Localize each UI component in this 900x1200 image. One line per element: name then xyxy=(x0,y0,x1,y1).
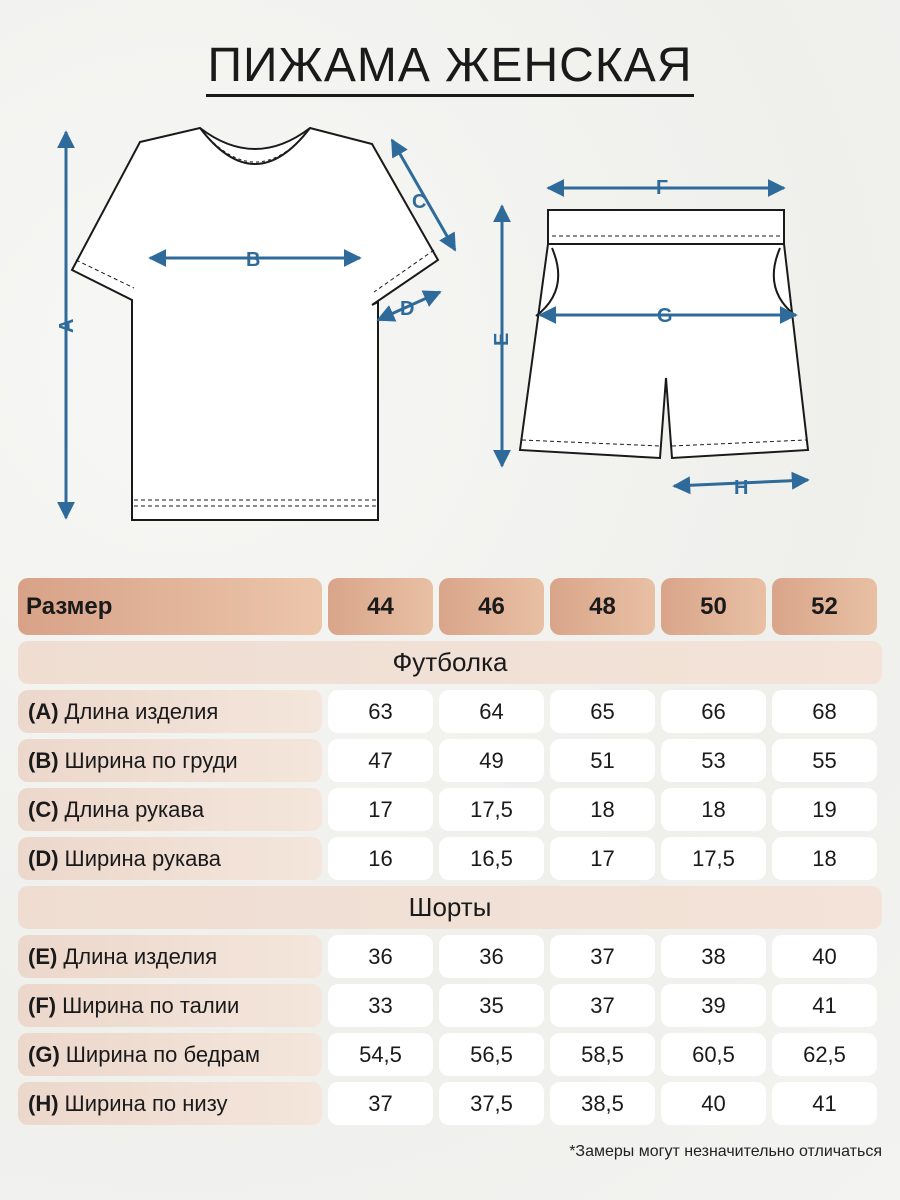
measurement-value: 16,5 xyxy=(439,837,544,880)
measurement-value: 66 xyxy=(661,690,766,733)
measurement-name: Длина изделия xyxy=(63,943,218,969)
measurement-label xyxy=(18,788,322,831)
measurement-value: 16 xyxy=(328,837,433,880)
measurement-label xyxy=(18,690,322,733)
measurement-value: 17,5 xyxy=(661,837,766,880)
measurement-value: 62,5 xyxy=(772,1033,877,1076)
measurement-value: 17 xyxy=(550,837,655,880)
size-table xyxy=(18,578,882,1131)
dim-label-g: G xyxy=(657,305,673,327)
measurement-label xyxy=(18,1033,322,1076)
measurement-label xyxy=(18,837,322,880)
measurement-code: (G) xyxy=(28,1041,60,1067)
measurement-label xyxy=(18,739,322,782)
dim-label-a: A xyxy=(56,318,78,333)
measurement-value: 37 xyxy=(550,935,655,978)
section-title: Футболка xyxy=(18,641,882,684)
measurement-code: (H) xyxy=(28,1090,59,1116)
table-row xyxy=(18,1033,882,1076)
size-52: 52 xyxy=(772,578,877,635)
dim-label-c: C xyxy=(412,191,427,213)
measurement-value: 18 xyxy=(661,788,766,831)
measurement-value: 33 xyxy=(328,984,433,1027)
measurement-value: 37 xyxy=(328,1082,433,1125)
table-row xyxy=(18,935,882,978)
section-title: Шорты xyxy=(18,886,882,929)
table-sections xyxy=(18,641,882,1125)
measurement-name: Длина рукава xyxy=(64,796,205,822)
measurement-value: 54,5 xyxy=(328,1033,433,1076)
dim-label-e: E xyxy=(491,332,513,346)
measurement-value: 37,5 xyxy=(439,1082,544,1125)
garment-illustration xyxy=(0,110,900,540)
measurement-value: 17 xyxy=(328,788,433,831)
shorts-drawing xyxy=(520,210,808,458)
measurement-value: 65 xyxy=(550,690,655,733)
measurement-name: Длина изделия xyxy=(64,698,219,724)
dim-label-b: B xyxy=(246,249,261,271)
measurement-value: 51 xyxy=(550,739,655,782)
size-header-label: Размер xyxy=(18,578,322,635)
measurement-value: 35 xyxy=(439,984,544,1027)
measurement-value: 40 xyxy=(661,1082,766,1125)
page-title: ПИЖАМА ЖЕНСКАЯ xyxy=(0,38,900,93)
measurement-value: 18 xyxy=(772,837,877,880)
table-row xyxy=(18,690,882,733)
measurement-value: 56,5 xyxy=(439,1033,544,1076)
measurement-label xyxy=(18,1082,322,1125)
table-row xyxy=(18,739,882,782)
size-44: 44 xyxy=(328,578,433,635)
measurement-name: Ширина по низу xyxy=(64,1090,228,1116)
measurement-value: 49 xyxy=(439,739,544,782)
measurement-value: 55 xyxy=(772,739,877,782)
measurement-value: 19 xyxy=(772,788,877,831)
measurement-value: 60,5 xyxy=(661,1033,766,1076)
measurement-value: 17,5 xyxy=(439,788,544,831)
measurement-value: 47 xyxy=(328,739,433,782)
measurement-code: (D) xyxy=(28,845,59,871)
measurement-label xyxy=(18,984,322,1027)
table-header-row xyxy=(18,578,882,635)
table-row xyxy=(18,788,882,831)
size-50: 50 xyxy=(661,578,766,635)
measurement-value: 38,5 xyxy=(550,1082,655,1125)
measurement-value: 68 xyxy=(772,690,877,733)
measurement-name: Ширина рукава xyxy=(64,845,222,871)
measurement-value: 37 xyxy=(550,984,655,1027)
size-46: 46 xyxy=(439,578,544,635)
measurement-value: 41 xyxy=(772,1082,877,1125)
measurement-value: 40 xyxy=(772,935,877,978)
measurement-name: Ширина по груди xyxy=(64,747,238,773)
measurement-value: 36 xyxy=(328,935,433,978)
measurement-note: *Замеры могут незначительно отличаться xyxy=(569,1143,882,1160)
measurement-value: 63 xyxy=(328,690,433,733)
measurement-value: 58,5 xyxy=(550,1033,655,1076)
dim-label-d: D xyxy=(400,298,415,320)
table-row xyxy=(18,1082,882,1125)
measurement-code: (C) xyxy=(28,796,59,822)
measurement-value: 53 xyxy=(661,739,766,782)
table-row xyxy=(18,837,882,880)
measurement-code: (F) xyxy=(28,992,57,1018)
measurement-value: 18 xyxy=(550,788,655,831)
measurement-value: 38 xyxy=(661,935,766,978)
measurement-value: 41 xyxy=(772,984,877,1027)
measurement-name: Ширина по бедрам xyxy=(65,1041,261,1067)
dim-label-f: F xyxy=(656,177,669,199)
measurement-code: (E) xyxy=(28,943,58,969)
measurement-code: (B) xyxy=(28,747,59,773)
measurement-label xyxy=(18,935,322,978)
measurement-value: 36 xyxy=(439,935,544,978)
measurement-value: 64 xyxy=(439,690,544,733)
measurement-value: 39 xyxy=(661,984,766,1027)
size-48: 48 xyxy=(550,578,655,635)
measurement-name: Ширина по талии xyxy=(62,992,240,1018)
table-row xyxy=(18,984,882,1027)
measurement-code: (A) xyxy=(28,698,59,724)
tshirt-drawing xyxy=(72,128,438,520)
dim-label-h: H xyxy=(734,477,749,499)
